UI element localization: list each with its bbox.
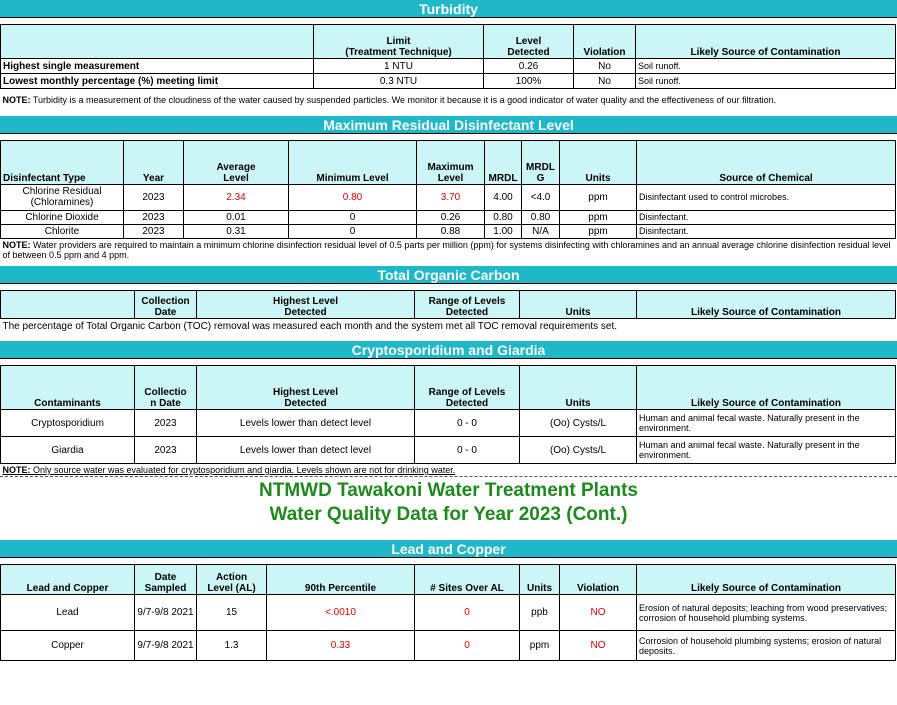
turbidity-header-violation: Violation bbox=[574, 25, 636, 59]
turbidity-row-limit: 1 NTU bbox=[314, 59, 484, 74]
lead-header-date: Date Sampled bbox=[135, 565, 197, 595]
lead-cell-source: Corrosion of household plumbing systems; erosion of natural deposits. bbox=[637, 631, 896, 661]
mrdl-cell-source: Disinfectant. bbox=[637, 224, 896, 238]
toc-header-source: Likely Source of Contamination bbox=[637, 290, 896, 318]
mrdl-header-type: Disinfectant Type bbox=[1, 140, 124, 184]
crypto-header-date: Collectio n Date bbox=[135, 366, 197, 410]
mrdl-cell-year: 2023 bbox=[124, 184, 184, 210]
toc-header-blank bbox=[1, 290, 135, 318]
lead-header-units: Units bbox=[520, 565, 560, 595]
toc-header-date: Collection Date bbox=[135, 290, 197, 318]
table-row bbox=[1, 210, 896, 224]
lead-table bbox=[0, 564, 896, 661]
crypto-header-units: Units bbox=[520, 366, 637, 410]
turbidity-header-limit: Limit (Treatment Technique) bbox=[314, 25, 484, 59]
mrdl-header-min: Minimum Level bbox=[289, 140, 417, 184]
mrdl-cell-units: ppm bbox=[560, 224, 637, 238]
turbidity-header-source: Likely Source of Contamination bbox=[636, 25, 896, 59]
lead-cell-p90: 0.33 bbox=[267, 631, 415, 661]
turbidity-row-violation: No bbox=[574, 59, 636, 74]
table-row bbox=[1, 184, 896, 210]
turbidity-header-blank bbox=[1, 25, 314, 59]
lead-cell-units: ppm bbox=[520, 631, 560, 661]
mrdl-cell-source: Disinfectant used to control microbes. bbox=[637, 184, 896, 210]
mrdl-cell-max: 0.88 bbox=[417, 224, 485, 238]
mrdl-cell-avg: 2.34 bbox=[184, 184, 289, 210]
lead-cell-date: 9/7-9/8 2021 bbox=[135, 595, 197, 631]
crypto-cell-contaminant: Giardia bbox=[1, 437, 135, 464]
mrdl-header-mrdl: MRDL bbox=[485, 140, 522, 184]
mrdl-note bbox=[1, 238, 896, 261]
note-text: Only source water was evaluated for cryptosporidium and giardia. Levels shown are not for drinking water. bbox=[33, 465, 456, 475]
turbidity-row-source: Soil runoff. bbox=[636, 74, 896, 89]
crypto-cell-units: (Oo) Cysts/L bbox=[520, 437, 637, 464]
crypto-cell-range: 0 - 0 bbox=[415, 437, 520, 464]
lead-header-source: Likely Source of Contamination bbox=[637, 565, 896, 595]
lead-cell-name: Copper bbox=[1, 631, 135, 661]
toc-table bbox=[0, 290, 896, 337]
report-heading bbox=[0, 476, 897, 540]
lead-banner: Lead and Copper bbox=[0, 540, 897, 558]
lead-cell-violation: NO bbox=[560, 631, 637, 661]
mrdl-header-source: Source of Chemical bbox=[637, 140, 896, 184]
crypto-cell-contaminant: Cryptosporidium bbox=[1, 410, 135, 437]
crypto-banner: Cryptosporidium and Giardia bbox=[0, 341, 897, 359]
mrdl-cell-units: ppm bbox=[560, 184, 637, 210]
turbidity-row-violation: No bbox=[574, 74, 636, 89]
mrdl-cell-year: 2023 bbox=[124, 210, 184, 224]
crypto-header-source: Likely Source of Contamination bbox=[637, 366, 896, 410]
mrdl-cell-min: 0 bbox=[289, 224, 417, 238]
lead-cell-p90: <.0010 bbox=[267, 595, 415, 631]
turbidity-row-label: Lowest monthly percentage (%) meeting limit bbox=[1, 74, 314, 89]
mrdl-cell-mrdlg: <4.0 bbox=[522, 184, 560, 210]
mrdl-cell-type: Chlorite bbox=[1, 224, 124, 238]
table-row bbox=[1, 410, 896, 437]
crypto-header-highest: Highest Level Detected bbox=[197, 366, 415, 410]
crypto-cell-highest: Levels lower than detect level bbox=[197, 410, 415, 437]
crypto-note bbox=[1, 464, 896, 477]
mrdl-cell-mrdl: 0.80 bbox=[485, 210, 522, 224]
crypto-cell-date: 2023 bbox=[135, 410, 197, 437]
mrdl-cell-source: Disinfectant. bbox=[637, 210, 896, 224]
mrdl-cell-type: Chlorine Residual (Chloramines) bbox=[1, 184, 124, 210]
crypto-cell-source: Human and animal fecal waste. Naturally present in the environment. bbox=[637, 437, 896, 464]
turbidity-row-label: Highest single measurement bbox=[1, 59, 314, 74]
mrdl-header-units: Units bbox=[560, 140, 637, 184]
crypto-cell-units: (Oo) Cysts/L bbox=[520, 410, 637, 437]
toc-header-highest: Highest Level Detected bbox=[197, 290, 415, 318]
mrdl-cell-max: 0.26 bbox=[417, 210, 485, 224]
turbidity-row-level: 0.26 bbox=[484, 59, 574, 74]
table-row bbox=[1, 59, 896, 74]
lead-cell-date: 9/7-9/8 2021 bbox=[135, 631, 197, 661]
lead-cell-al: 15 bbox=[197, 595, 267, 631]
lead-header-sites: # Sites Over AL bbox=[415, 565, 520, 595]
table-row bbox=[1, 437, 896, 464]
toc-header-range: Range of Levels Detected bbox=[415, 290, 520, 318]
mrdl-table bbox=[0, 140, 896, 261]
crypto-cell-range: 0 - 0 bbox=[415, 410, 520, 437]
lead-cell-units: ppb bbox=[520, 595, 560, 631]
lead-cell-sites: 0 bbox=[415, 595, 520, 631]
turbidity-row-limit: 0.3 NTU bbox=[314, 74, 484, 89]
turbidity-header-level: Level Detected bbox=[484, 25, 574, 59]
mrdl-cell-avg: 0.31 bbox=[184, 224, 289, 238]
mrdl-cell-mrdl: 1.00 bbox=[485, 224, 522, 238]
lead-cell-violation: NO bbox=[560, 595, 637, 631]
report-heading-line2: Water Quality Data for Year 2023 (Cont.) bbox=[269, 504, 628, 525]
turbidity-table bbox=[0, 24, 896, 111]
crypto-header-contaminant: Contaminants bbox=[1, 366, 135, 410]
lead-header-p90: 90th Percentile bbox=[267, 565, 415, 595]
mrdl-cell-max: 3.70 bbox=[417, 184, 485, 210]
note-label: NOTE: bbox=[2, 239, 31, 250]
lead-cell-al: 1.3 bbox=[197, 631, 267, 661]
mrdl-cell-min: 0.80 bbox=[289, 184, 417, 210]
mrdl-cell-year: 2023 bbox=[124, 224, 184, 238]
note-label: NOTE: bbox=[2, 94, 31, 105]
note-label: NOTE: bbox=[2, 465, 31, 475]
lead-cell-sites: 0 bbox=[415, 631, 520, 661]
toc-header-units: Units bbox=[520, 290, 637, 318]
turbidity-row-level: 100% bbox=[484, 74, 574, 89]
lead-cell-source: Erosion of natural deposits; leaching from wood preservatives; corrosion of household plumbing systems. bbox=[637, 595, 896, 631]
table-row bbox=[1, 224, 896, 238]
mrdl-header-max: Maximum Level bbox=[417, 140, 485, 184]
crypto-cell-date: 2023 bbox=[135, 437, 197, 464]
note-text: Water providers are required to maintain a minimum chlorine disinfection residual level of 0.5 parts per million (ppm) for systems disinfecting with chloramines and an annual average chlorine disinfection residual level of between 0.5 ppm and 4 ppm. bbox=[2, 239, 891, 260]
lead-header-al: Action Level (AL) bbox=[197, 565, 267, 595]
table-row bbox=[1, 74, 896, 89]
lead-header-violation: Violation bbox=[560, 565, 637, 595]
mrdl-cell-mrdlg: N/A bbox=[522, 224, 560, 238]
mrdl-cell-units: ppm bbox=[560, 210, 637, 224]
turbidity-note bbox=[1, 89, 896, 111]
mrdl-cell-mrdlg: 0.80 bbox=[522, 210, 560, 224]
toc-note: The percentage of Total Organic Carbon (TOC) removal was measured each month and the system met all TOC removal requirements set. bbox=[2, 321, 618, 333]
table-row bbox=[1, 631, 896, 661]
report-heading-line1: NTMWD Tawakoni Water Treatment Plants bbox=[259, 480, 638, 501]
mrdl-cell-type: Chlorine Dioxide bbox=[1, 210, 124, 224]
mrdl-header-year: Year bbox=[124, 140, 184, 184]
toc-banner: Total Organic Carbon bbox=[0, 266, 897, 284]
crypto-table bbox=[0, 365, 896, 476]
lead-cell-name: Lead bbox=[1, 595, 135, 631]
turbidity-banner: Turbidity bbox=[0, 0, 897, 18]
mrdl-header-avg: Average Level bbox=[184, 140, 289, 184]
mrdl-header-mrdlg: MRDL G bbox=[522, 140, 560, 184]
mrdl-cell-avg: 0.01 bbox=[184, 210, 289, 224]
crypto-cell-highest: Levels lower than detect level bbox=[197, 437, 415, 464]
turbidity-row-source: Soil runoff. bbox=[636, 59, 896, 74]
table-row bbox=[1, 595, 896, 631]
lead-header-name: Lead and Copper bbox=[1, 565, 135, 595]
mrdl-cell-min: 0 bbox=[289, 210, 417, 224]
mrdl-cell-mrdl: 4.00 bbox=[485, 184, 522, 210]
mrdl-banner: Maximum Residual Disinfectant Level bbox=[0, 116, 897, 134]
note-text: Turbidity is a measurement of the cloudiness of the water caused by suspended particles. We monitor it because it is a good indicator of water quality and the effectiveness of our filtration. bbox=[32, 94, 777, 105]
crypto-cell-source: Human and animal fecal waste. Naturally present in the environment. bbox=[637, 410, 896, 437]
crypto-header-range: Range of Levels Detected bbox=[415, 366, 520, 410]
